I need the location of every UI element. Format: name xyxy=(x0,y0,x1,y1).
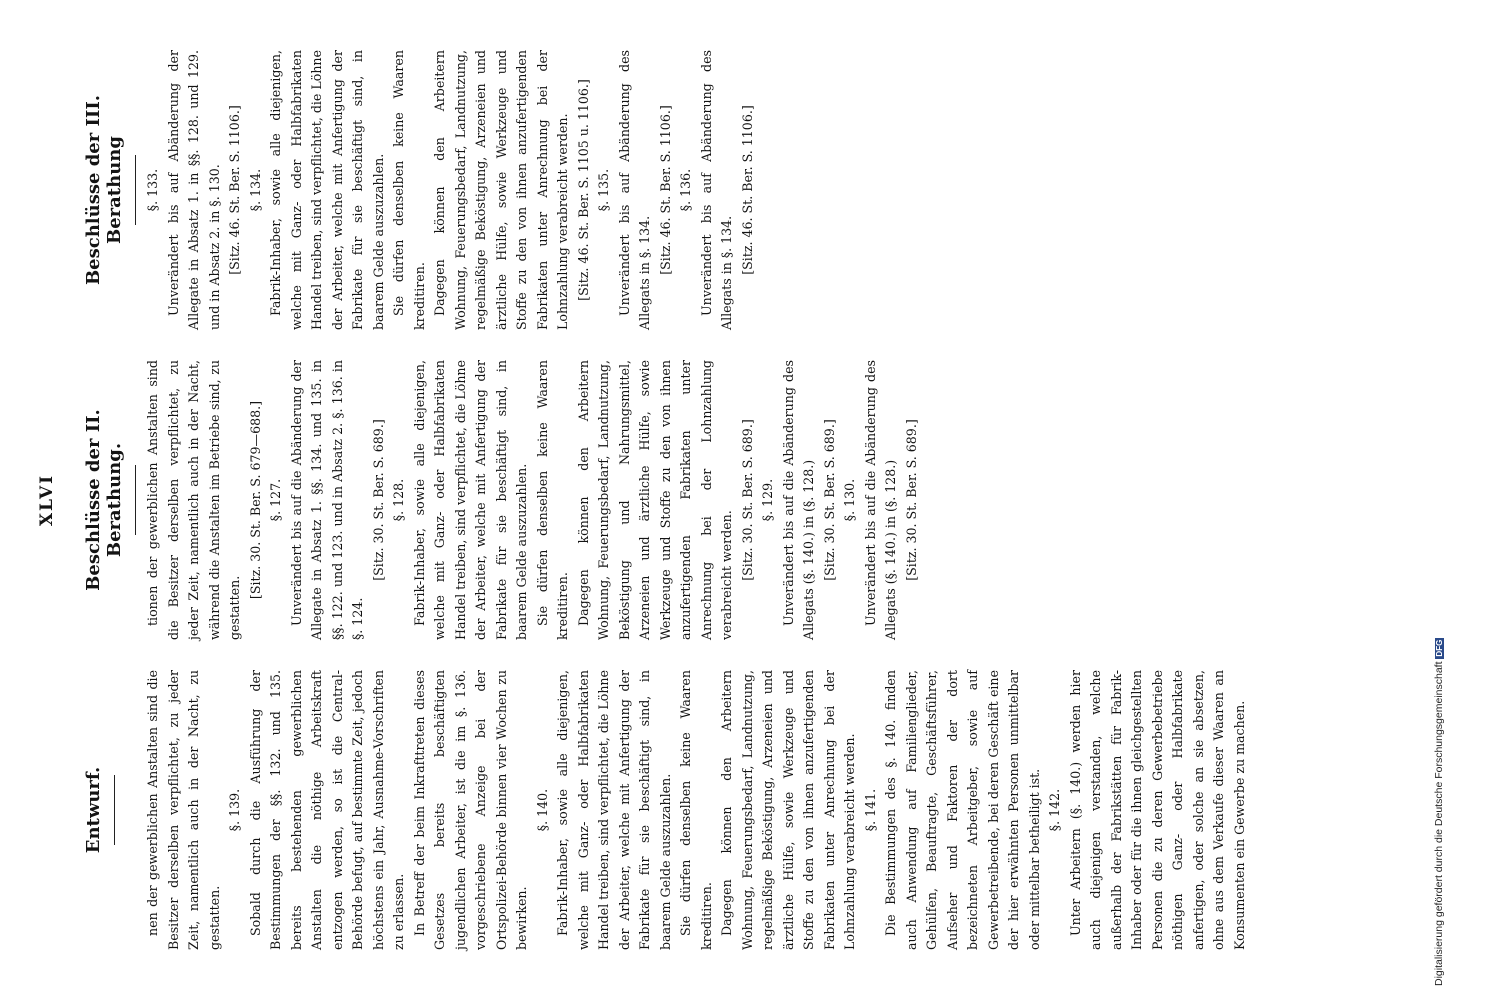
section-number: §. 140. xyxy=(534,788,550,832)
paragraph: Sie dürfen denselben keine Waaren kreditiren. xyxy=(678,670,714,950)
session-reference: [Sitz. 30. St. Ber. S. 689.] xyxy=(821,419,837,581)
paragraph: Fabrik-Inhaber, sowie alle diejenigen, welche mit Ganz- oder Halbfabrikaten Handel treiben, sind verpflichtet, die Löhne der Arbeiter, welche mit Anfertigung der Fabrikate für sie beschäftigt sind, in baarem Gelde auszuzahlen. xyxy=(411,360,529,640)
heading-rule xyxy=(114,775,115,845)
dfg-logo: DFG xyxy=(1435,639,1444,657)
column-heading-2 xyxy=(83,360,136,640)
digitization-sidebar xyxy=(1429,10,1447,1000)
heading-rule xyxy=(135,155,136,225)
paragraph: Sie dürfen denselben keine Waaren kreditiren. xyxy=(534,360,570,640)
paragraph: Unverändert bis auf die Abänderung des Allegats (§. 140.) in (§. 128.) xyxy=(780,360,816,640)
column-2 xyxy=(143,360,922,640)
sidebar-text-wrap xyxy=(1433,6,1445,986)
paragraph: Dagegen können den Arbeitern Wohnung, Feuerungsbedarf, Landnutzung, regelmäßige Beköstigung, Arzeneien und ärztliche Hülfe, sowie Werkzeuge und Stoffe zu den von ihnen anzufertigenden Fabrikaten unter Anrechnung bei der Lohnzahlung verabreicht werden. xyxy=(432,50,570,330)
section-number: §. 130. xyxy=(842,478,857,522)
section-number: §. 141. xyxy=(862,788,878,832)
paragraph: Die Bestimmungen des §. 140. finden auch Anwendung auf Familienglieder, Gehülfen, Beauftragte, Geschäftsführer, Aufseher und Faktoren der dort bezeichneten Arbeitgeber, sowie auf Gewerbetreibende, bei deren Geschäft eine der hier erwähnten Personen unmittelbar oder mittelbar betheiligt ist. xyxy=(883,670,1042,950)
section-number: §. 133. xyxy=(145,168,160,212)
session-reference: [Sitz. 30. St. Ber. S. 689.] xyxy=(903,419,919,581)
session-reference: [Sitz. 46. St. Ber. S. 1106.] xyxy=(657,105,673,275)
section-number: §. 127. xyxy=(268,478,283,522)
paragraph: Unverändert bis auf die Abänderung der Allegate in Absatz 1. §§. 134. und 135. in §§. 122. und 123. und in Absatz 2. §. 136. in §. 124. xyxy=(288,360,365,640)
section-number: §. 135. xyxy=(596,168,611,212)
paragraph: Sie dürfen denselben keine Waaren kreditiren. xyxy=(391,50,427,330)
paragraph: nen der gewerblichen Anstalten sind die Besitzer derselben verpflichtet, zu jeder Zeit, namentlich auch in der Nacht, zu gestatten. xyxy=(145,670,222,950)
paragraph: Unverändert bis auf Abänderung des Allegats in §. 134. xyxy=(616,50,652,330)
paragraph: Unverändert bis auf die Abänderung des Allegats (§. 140.) in (§. 128.) xyxy=(862,360,898,640)
funding-notice: Digitalisierung gefördert durch die Deutsche Forschungsgemeinschaft xyxy=(1433,661,1445,986)
section-number: §. 142. xyxy=(1047,788,1062,832)
section-number: §. 129. xyxy=(760,478,775,522)
paragraph: tionen der gewerblichen Anstalten sind die Besitzer derselben verpflichtet, zu jeder Zeit, namentlich auch in der Nacht, während die Anstalten im Betriebe sind, zu gestatten. xyxy=(145,360,242,640)
column-3 xyxy=(143,50,758,330)
section-number: §. 139. xyxy=(227,788,242,832)
section-number: §. 134. xyxy=(247,168,263,212)
session-reference: [Sitz. 30. St. Ber. S. 689.] xyxy=(739,419,755,581)
column-heading-text: Beschlüsse der III. Berathung xyxy=(83,94,125,286)
section-number: §. 136. xyxy=(678,168,693,212)
session-reference: [Sitz. 30. St. Ber. S. 689.] xyxy=(370,419,386,581)
column-heading-3 xyxy=(83,50,136,330)
column-heading-1 xyxy=(83,670,115,950)
paragraph: Dagegen können den Arbeitern Wohnung, Feuerungsbedarf, Landnutzung, Beköstigung und Nahrungsmittel, Arzeneien und ärztliche Hülfe, sowie Werkzeuge und Stoffe zu den von ihnen anzufertigenden Fabrikaten unter Anrechnung bei der Lohnzahlung verabreicht werden. xyxy=(575,360,734,640)
paragraph: Sobald durch die Ausführung der Bestimmungen der §§. 132. und 135. bereits bestehenden gewerblichen Anstalten die nöthige Arbeitskraft entzogen werden, so ist die Central-Behörde befugt, auf bestimmte Zeit, jedoch höchstens ein Jahr, Ausnahme-Vorschriften zu erlassen. xyxy=(247,670,406,950)
column-heading-text: Beschlüsse der II. Berathung. xyxy=(83,409,125,591)
session-reference: [Sitz. 46. St. Ber. S. 1106.] xyxy=(227,105,242,275)
paragraph: In Betreff der beim Inkrafttreten dieses Gesetzes bereits beschäftigten jugendlichen Arbeiter, ist die im §. 136. vorgeschriebene Anzeige bei der Ortspolizei-Behörde binnen vier Wochen zu bewirken. xyxy=(411,670,529,950)
session-reference: [Sitz. 46. St. Ber. S. 1105 u. 1106.] xyxy=(575,79,591,301)
section-number: §. 128. xyxy=(391,478,406,522)
paragraph: Unverändert bis auf Abänderung des Allegats in §. 134. xyxy=(698,50,734,330)
column-1 xyxy=(143,670,1250,950)
paragraph: Dagegen können den Arbeitern Wohnung, Feuerungsbedarf, Landnutzung, regelmäßige Beköstigung, Arzeneien und ärztliche Hülfe, sowie Werkzeuge und Stoffe zu den von ihnen anzufertigenden Fabrikaten unter Anrechnung bei der Lohnzahlung verabreicht werden. xyxy=(719,670,857,950)
session-reference: [Sitz. 46. St. Ber. S. 1106.] xyxy=(739,105,755,275)
column-heading-text: Entwurf. xyxy=(83,766,104,854)
paragraph: Fabrik-Inhaber, sowie alle diejenigen, welche mit Ganz- oder Halbfabrikaten Handel treiben, sind verpflichtet, die Löhne der Arbeiter, welche mit Anfertigung der Fabrikate für sie beschäftigt sind, in baarem Gelde auszuzahlen. xyxy=(268,50,386,330)
page-number: XLVI xyxy=(37,473,57,527)
paragraph: Unter Arbeitern (§. 140.) werden hier auch diejenigen verstanden, welche außerhalb der Fabrikstätten für Fabrik-Inhaber oder für die ihnen gleichgestellten Personen die zu deren Gewerbebetriebe nöthigen Ganz- oder Halbfabrikate anfertigen, oder solche an sie absetzen, ohne aus dem Verkaufe dieser Waaren an Konsumenten ein Gewerbe zu machen. xyxy=(1067,670,1247,950)
paragraph: Fabrik-Inhaber, sowie alle diejenigen, welche mit Ganz- oder Halbfabrikaten Handel treiben, sind verpflichtet, die Löhne der Arbeiter, welche mit Anfertigung der Fabrikate für sie beschäftigt sind, in baarem Gelde auszuzahlen. xyxy=(555,670,673,950)
session-reference: [Sitz. 30. St. Ber. S. 679—688.] xyxy=(247,400,263,600)
paragraph: Unverändert bis auf Abänderung der Allegate in Absatz 1. in §§. 128. und 129. und in Absatz 2. in §. 130. xyxy=(165,50,222,330)
heading-rule xyxy=(135,465,136,535)
